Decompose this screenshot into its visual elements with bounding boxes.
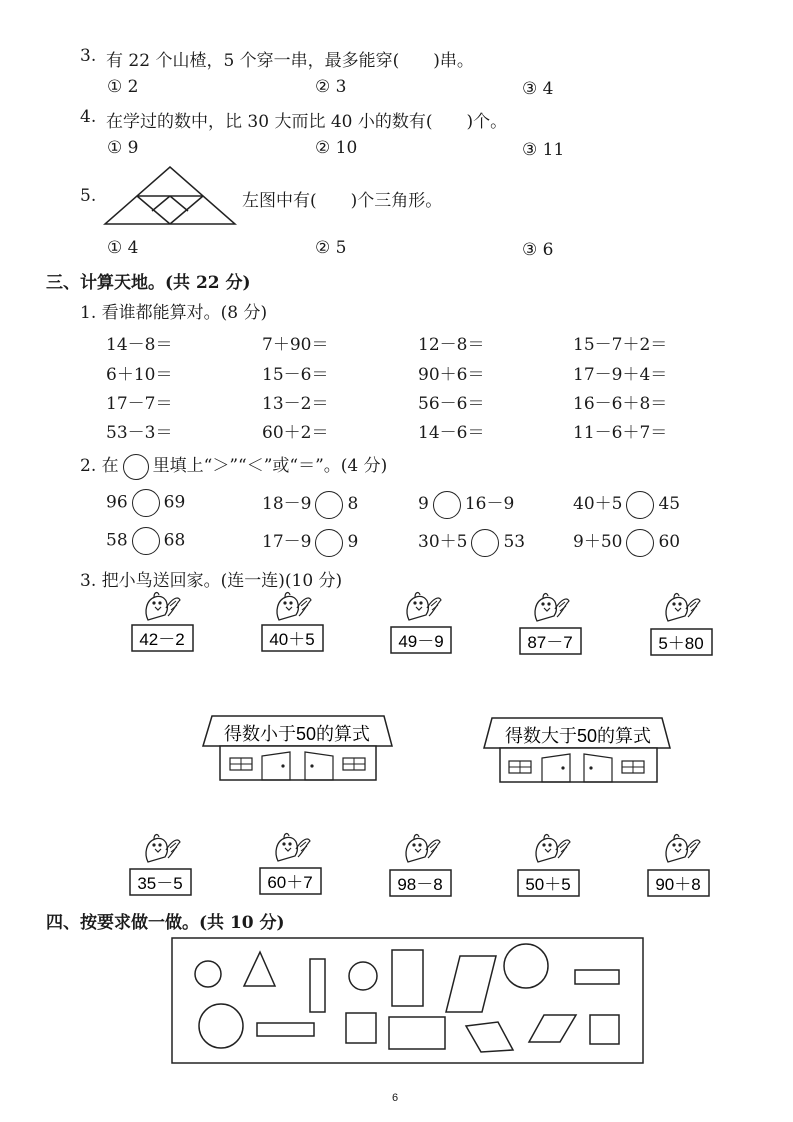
compare-blank[interactable] (315, 529, 343, 557)
q3-number: 3. (80, 46, 97, 66)
bird-icon (276, 834, 310, 861)
calc-item[interactable]: 14－8＝ (106, 335, 173, 355)
house-left[interactable] (203, 716, 392, 780)
bird-expression: 90＋8 (655, 875, 701, 894)
calc-item[interactable]: 13－2＝ (262, 394, 329, 414)
bird-matching-figure (0, 590, 793, 905)
q4-option-3[interactable]: ③ 11 (522, 140, 565, 160)
compare-left: 17－9 (262, 532, 312, 552)
rectangle-shape[interactable] (310, 959, 325, 1012)
q4-option-1[interactable]: ① 9 (107, 138, 139, 158)
calc-item[interactable]: 17－7＝ (106, 394, 173, 414)
compare-left: 58 (106, 530, 128, 551)
calc-item[interactable]: 60＋2＝ (262, 423, 329, 443)
bird-icon (277, 593, 311, 620)
bird-expression: 50＋5 (525, 875, 571, 894)
sub2-title-post: 里填上“＞”“＜”或“＝”。(4 分) (152, 456, 388, 476)
quadrilateral-shape[interactable] (466, 1022, 513, 1052)
calc-item[interactable]: 90＋6＝ (418, 365, 485, 385)
bird-expression: 87－7 (527, 633, 573, 652)
compare-item (106, 527, 185, 555)
compare-left: 40＋5 (573, 494, 623, 514)
compare-blank[interactable] (132, 527, 160, 555)
sub2-title-pre: 2. 在 (80, 456, 119, 476)
circle-shape[interactable] (195, 961, 221, 987)
house-right-label: 得数大于50的算式 (504, 726, 652, 746)
compare-right: 8 (347, 494, 359, 514)
q5-text: 左图中有( )个三角形。 (242, 191, 443, 211)
bird-expression: 35－5 (137, 874, 183, 893)
shapes-border (172, 938, 643, 1063)
calc-item[interactable]: 17－9＋4＝ (573, 365, 668, 385)
bird-icon (146, 593, 180, 620)
bird-icon (536, 835, 570, 862)
compare-left: 18－9 (262, 494, 312, 514)
compare-item (262, 489, 358, 519)
house-right[interactable] (484, 718, 670, 782)
compare-right: 53 (503, 532, 526, 552)
section-4-title: 四、按要求做一做。(共 10 分) (46, 913, 285, 933)
bird-expression: 42－2 (139, 630, 185, 649)
q3-text: 有 22 个山楂，5 个穿一串，最多能穿( )串。 (106, 51, 474, 71)
calc-item[interactable]: 14－6＝ (418, 423, 485, 443)
circle-shape[interactable] (504, 944, 548, 988)
q5-option-3[interactable]: ③ 6 (522, 240, 554, 260)
q5-number: 5. (80, 186, 97, 206)
calc-item[interactable]: 7＋90＝ (262, 335, 329, 355)
calc-item[interactable]: 56－6＝ (418, 394, 485, 414)
calc-item[interactable]: 12－8＝ (418, 335, 485, 355)
triangle-shape[interactable] (244, 952, 275, 986)
calc-item[interactable]: 15－6＝ (262, 365, 329, 385)
calc-item[interactable]: 6＋10＝ (106, 365, 173, 385)
compare-blank[interactable] (132, 489, 160, 517)
circle-symbol-icon (123, 454, 149, 480)
compare-left: 9 (418, 494, 429, 514)
compare-item (418, 527, 525, 557)
q5-option-2[interactable]: ② 5 (315, 238, 347, 258)
sub3-title: 3. 把小鸟送回家。(连一连)(10 分) (80, 571, 343, 591)
rectangle-shape[interactable] (575, 970, 619, 984)
compare-blank[interactable] (626, 491, 654, 519)
bird-expression: 40＋5 (269, 630, 315, 649)
compare-right: 9 (347, 532, 359, 552)
compare-right: 68 (163, 530, 186, 551)
bird-icon (535, 594, 569, 621)
square-shape[interactable] (346, 1013, 376, 1043)
calc-item[interactable]: 11－6＋7＝ (573, 423, 668, 443)
parallelogram-shape[interactable] (529, 1015, 576, 1042)
compare-item (262, 527, 358, 557)
bird-icon (666, 835, 700, 862)
section-3-title: 三、计算天地。(共 22 分) (46, 273, 251, 293)
q3-option-2[interactable]: ② 3 (315, 77, 347, 97)
sub1-title: 1. 看谁都能算对。(8 分) (80, 303, 268, 323)
shapes-panel (170, 936, 645, 1066)
rectangle-shape[interactable] (389, 1017, 445, 1049)
page-number: 6 (392, 1092, 399, 1104)
compare-right: 69 (163, 492, 186, 513)
bird-expression: 60＋7 (267, 873, 313, 892)
bird-expression: 5＋80 (658, 634, 704, 653)
compare-item (573, 527, 680, 557)
q4-option-2[interactable]: ② 10 (315, 138, 358, 158)
circle-shape[interactable] (199, 1004, 243, 1048)
circle-shape[interactable] (349, 962, 377, 990)
compare-item (573, 489, 680, 519)
rectangle-shape[interactable] (257, 1023, 314, 1036)
compare-blank[interactable] (315, 491, 343, 519)
compare-blank[interactable] (626, 529, 654, 557)
bird-icon (406, 835, 440, 862)
bird-icon (407, 593, 441, 620)
square-shape[interactable] (590, 1015, 619, 1044)
compare-blank[interactable] (433, 491, 461, 519)
calc-item[interactable]: 53－3＝ (106, 423, 173, 443)
compare-left: 30＋5 (418, 532, 468, 552)
compare-item (106, 489, 185, 517)
compare-blank[interactable] (471, 529, 499, 557)
q4-number: 4. (80, 107, 97, 127)
q3-option-3[interactable]: ③ 4 (522, 79, 554, 99)
compare-item (418, 489, 514, 519)
calc-item[interactable]: 16－6＋8＝ (573, 394, 668, 414)
compare-right: 45 (658, 494, 681, 514)
compare-right: 60 (658, 532, 681, 552)
bird-icon (666, 594, 700, 621)
q3-option-1[interactable]: ① 2 (107, 77, 139, 97)
bird-expression: 98－8 (397, 875, 443, 894)
q4-text: 在学过的数中，比 30 大而比 40 小的数有( )个。 (106, 112, 508, 132)
calc-item[interactable]: 15－7＋2＝ (573, 335, 668, 355)
parallelogram-shape[interactable] (446, 956, 496, 1012)
bird-icon (146, 835, 180, 862)
bird-expression: 49－9 (398, 632, 444, 651)
triangle-figure (100, 164, 240, 228)
house-left-label: 得数小于50的算式 (223, 724, 371, 744)
compare-left: 96 (106, 492, 128, 513)
rectangle-shape[interactable] (392, 950, 423, 1006)
compare-right: 16－9 (464, 494, 515, 514)
compare-left: 9＋50 (573, 532, 623, 552)
q5-option-1[interactable]: ① 4 (107, 238, 139, 258)
sub2-title (80, 451, 387, 480)
